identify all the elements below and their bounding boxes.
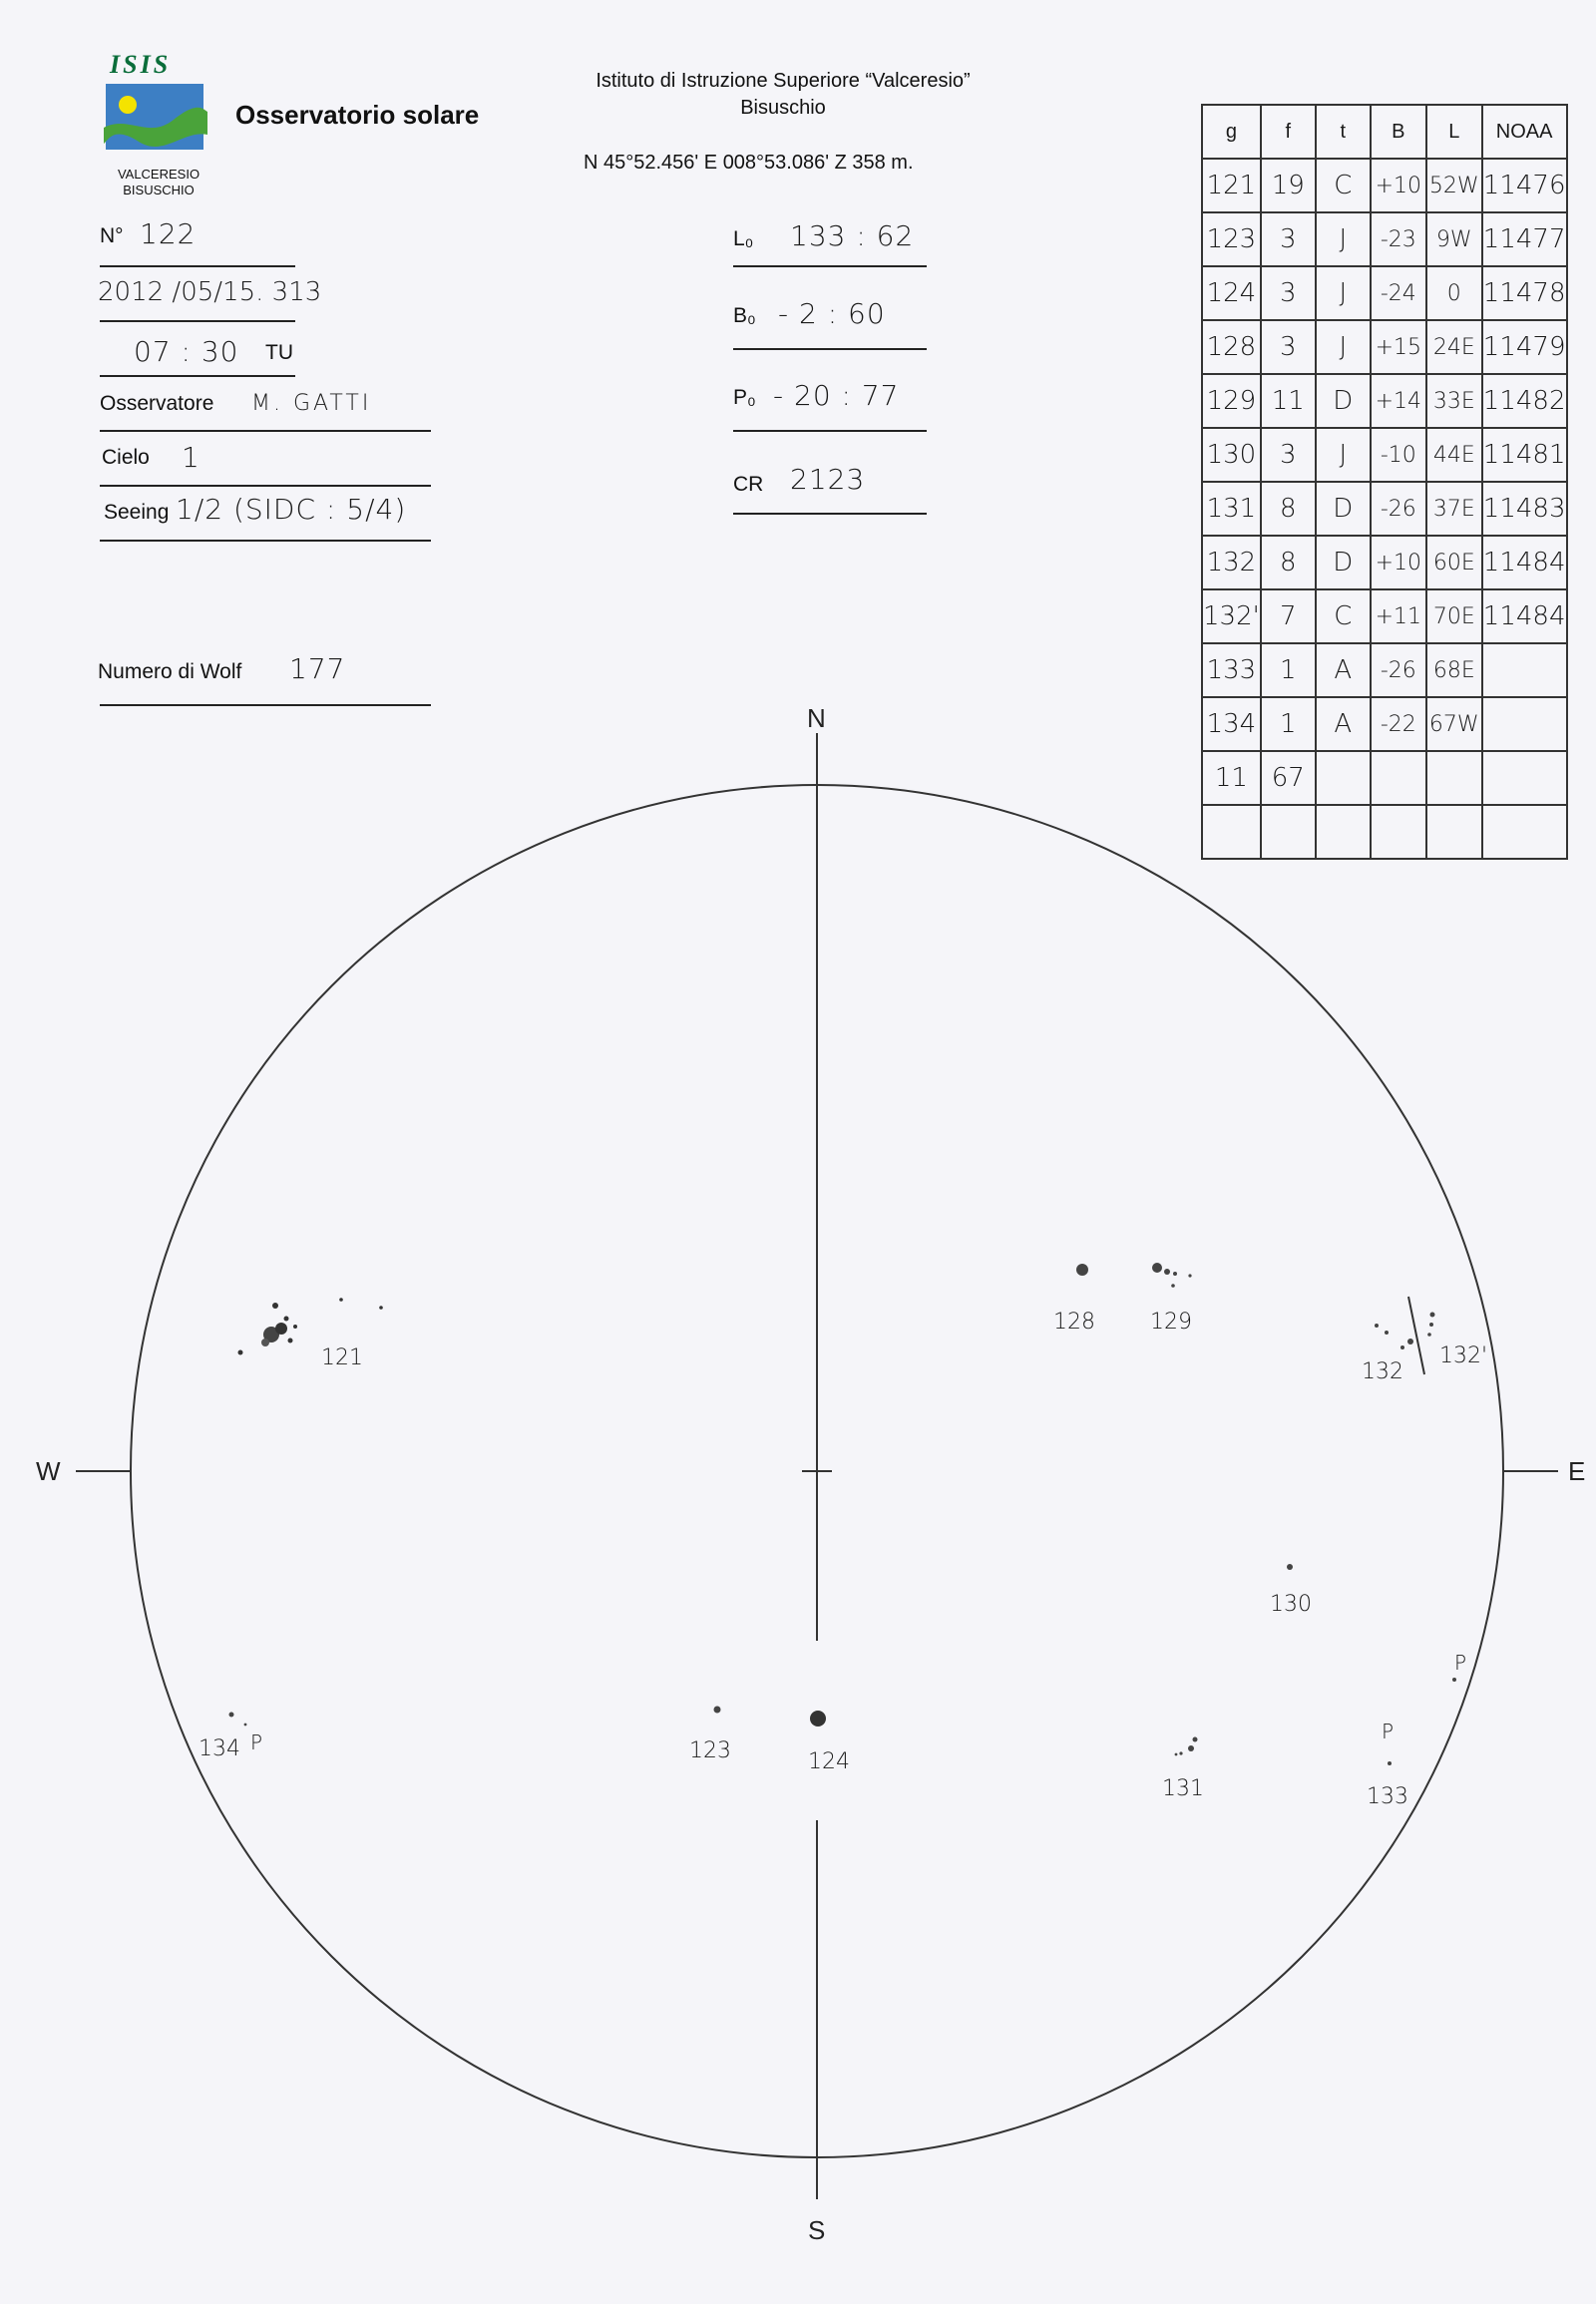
group-133-p-mark: P: [1382, 1720, 1395, 1743]
logo-subtitle-1: VALCERESIO: [117, 167, 200, 182]
header-t: t: [1316, 105, 1371, 159]
observatory-coordinates: N 45°52.456' E 008°53.086' Z 358 m.: [584, 152, 914, 174]
logo-subtitle-2: BISUSCHIO: [123, 183, 195, 197]
sunspot-group-132: [1375, 1324, 1413, 1349]
sunspot-group-129: [1152, 1263, 1192, 1288]
observer-label: Osservatore: [100, 392, 214, 415]
sunspot-group-123: [714, 1707, 721, 1714]
east-label: E: [1568, 1456, 1586, 1486]
group-132-label: 132: [1362, 1359, 1403, 1384]
cell-t: C: [1316, 159, 1371, 212]
cell-l: 9W: [1426, 212, 1482, 266]
l0-value: 133 : 62: [790, 219, 915, 252]
cr-value: 2123: [790, 463, 866, 496]
cell-f: 8: [1261, 482, 1316, 536]
cell-b: -26: [1371, 482, 1426, 536]
date-value: 2012 /05/15. 313: [98, 277, 322, 307]
time-value: 07 : 30: [134, 335, 239, 368]
observatory-title: Osservatorio solare: [235, 100, 480, 130]
cell-noaa: 11481: [1482, 428, 1567, 482]
header-g: g: [1202, 105, 1261, 159]
cell-f: 3: [1261, 266, 1316, 320]
cell-g: 134: [1202, 697, 1261, 751]
group-134-p-mark: P: [250, 1730, 263, 1754]
institute-line-1: Istituto di Istruzione Superiore “Valceresio”: [596, 70, 971, 92]
cell-b: +15: [1371, 320, 1426, 374]
group-129-label: 129: [1150, 1310, 1192, 1335]
sunspot-group-124: [810, 1711, 826, 1727]
group-131-label: 131: [1162, 1776, 1204, 1801]
cell-t: J: [1316, 320, 1371, 374]
group-134-label: 134: [199, 1736, 240, 1761]
b0-label: B₀: [733, 304, 756, 327]
cell-f: 11: [1261, 374, 1316, 428]
sunspot-group-130: [1287, 1564, 1293, 1570]
logo-text: ISIS: [110, 50, 172, 79]
cell-f: 19: [1261, 159, 1316, 212]
cell-l: 24E: [1426, 320, 1482, 374]
cell-l: 44E: [1426, 428, 1482, 482]
group-133-label: 133: [1367, 1784, 1408, 1809]
cell-noaa: 11484: [1482, 536, 1567, 589]
group-123-label: 123: [689, 1738, 731, 1763]
cr-label: CR: [733, 473, 764, 496]
cell-f: 8: [1261, 536, 1316, 589]
cell-b: +10: [1371, 159, 1426, 212]
number-label: N°: [100, 224, 124, 247]
sky-label: Cielo: [102, 446, 150, 469]
sunspot-group-133: [1388, 1761, 1392, 1765]
cell-g: 132: [1202, 536, 1261, 589]
cell-noaa: 11478: [1482, 266, 1567, 320]
cell-f: 1: [1261, 643, 1316, 697]
cell-l: 0: [1426, 266, 1482, 320]
group-132-divider: [1408, 1297, 1424, 1374]
cell-g: 123: [1202, 212, 1261, 266]
cell-noaa: 11476: [1482, 159, 1567, 212]
cell-t: J: [1316, 266, 1371, 320]
cell-g: 121: [1202, 159, 1261, 212]
header-f: f: [1261, 105, 1316, 159]
p0-value: - 20 : 77: [773, 379, 900, 412]
cell-g: 133: [1202, 643, 1261, 697]
cell-t: A: [1316, 697, 1371, 751]
cell-b: +11: [1371, 589, 1426, 643]
cell-g: 131: [1202, 482, 1261, 536]
cell-f: 7: [1261, 589, 1316, 643]
sunspot-group-134: [229, 1713, 234, 1718]
cell-t: D: [1316, 536, 1371, 589]
institute-line-2: Bisuschio: [740, 97, 826, 119]
group-121-label: 121: [321, 1345, 363, 1370]
l0-label: L₀: [733, 227, 754, 250]
cell-t: J: [1316, 212, 1371, 266]
wolf-label: Numero di Wolf: [98, 660, 242, 683]
limb-p-mark: P: [1454, 1651, 1467, 1675]
cell-noaa: 11477: [1482, 212, 1567, 266]
group-128-label: 128: [1053, 1310, 1095, 1335]
cell-t: C: [1316, 589, 1371, 643]
sunspot-group-132-prime: [1427, 1313, 1434, 1337]
south-label: S: [808, 2215, 826, 2245]
cell-l: 52W: [1426, 159, 1482, 212]
b0-value: - 2 : 60: [778, 297, 886, 330]
sunspot-group-128: [1076, 1264, 1088, 1276]
limb-plage-dot: [1452, 1678, 1456, 1682]
cell-f: 3: [1261, 428, 1316, 482]
seeing-label: Seeing: [104, 501, 170, 524]
time-unit: TU: [265, 341, 293, 364]
cell-b: +10: [1371, 536, 1426, 589]
group-130-label: 130: [1270, 1592, 1312, 1617]
cell-b: -26: [1371, 643, 1426, 697]
cell-noaa: 11483: [1482, 482, 1567, 536]
cell-noaa: 11484: [1482, 589, 1567, 643]
cell-g: 130: [1202, 428, 1261, 482]
cell-noaa: 11482: [1482, 374, 1567, 428]
observer-value: M. GATTI: [251, 391, 372, 416]
cell-l: 67W: [1426, 697, 1482, 751]
west-label: W: [36, 1456, 61, 1486]
cell-f: 1: [1261, 697, 1316, 751]
cell-f: 3: [1261, 212, 1316, 266]
cell-f: 3: [1261, 320, 1316, 374]
seeing-value: 1/2 (SIDC : 5/4): [176, 493, 407, 526]
cell-b: -22: [1371, 697, 1426, 751]
group-124-label: 124: [808, 1749, 850, 1774]
header-noaa: NOAA: [1482, 105, 1567, 159]
cell-noaa: 11479: [1482, 320, 1567, 374]
cell-b: -23: [1371, 212, 1426, 266]
cell-f: 67: [1261, 751, 1316, 805]
header-b: B: [1371, 105, 1426, 159]
header-l: L: [1426, 105, 1482, 159]
cell-l: 33E: [1426, 374, 1482, 428]
cell-g: 11: [1202, 751, 1261, 805]
cell-t: D: [1316, 482, 1371, 536]
cell-l: 60E: [1426, 536, 1482, 589]
p0-label: P₀: [733, 386, 756, 409]
wolf-value: 177: [289, 652, 346, 685]
sky-value: 1: [182, 441, 200, 474]
cell-l: 70E: [1426, 589, 1482, 643]
cell-b: -24: [1371, 266, 1426, 320]
cell-g: 128: [1202, 320, 1261, 374]
number-value: 122: [140, 217, 197, 250]
sunspot-group-134-dot: [244, 1724, 247, 1727]
cell-b: -10: [1371, 428, 1426, 482]
cell-t: A: [1316, 643, 1371, 697]
sunspot-group-131: [1175, 1737, 1198, 1756]
cell-l: 37E: [1426, 482, 1482, 536]
north-label: N: [807, 703, 826, 733]
group-132-prime-label: 132': [1439, 1344, 1488, 1368]
cell-g: 124: [1202, 266, 1261, 320]
cell-g: 132': [1202, 589, 1261, 643]
cell-b: +14: [1371, 374, 1426, 428]
cell-g: 129: [1202, 374, 1261, 428]
cell-t: D: [1316, 374, 1371, 428]
cell-t: J: [1316, 428, 1371, 482]
cell-l: 68E: [1426, 643, 1482, 697]
